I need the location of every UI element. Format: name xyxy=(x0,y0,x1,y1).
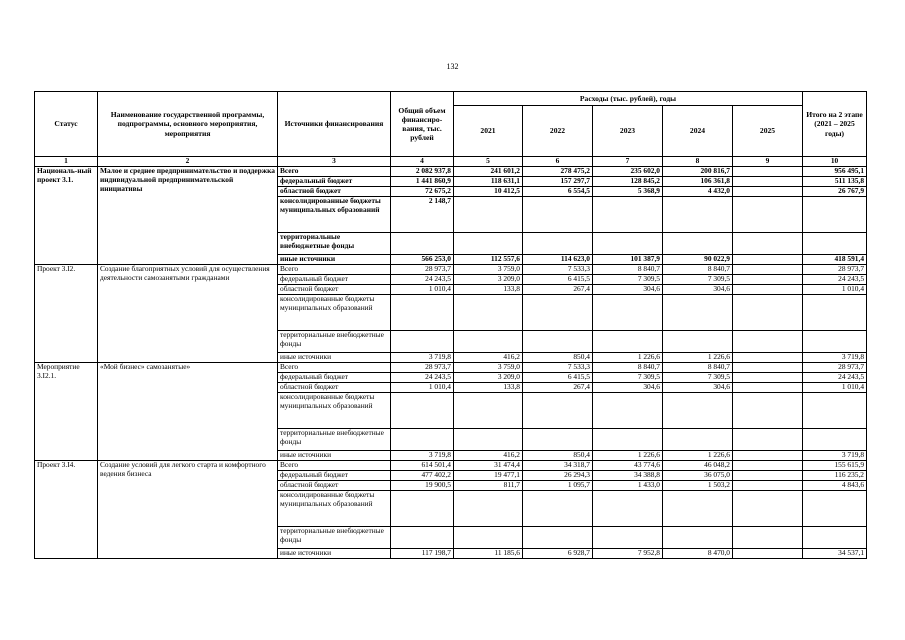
row-total xyxy=(391,233,454,255)
header-year-2024: 2024 xyxy=(663,106,733,157)
row-2024: 8 840,7 xyxy=(663,265,733,275)
row-stage-total: 3 719,8 xyxy=(803,451,867,461)
row-funding-source: областной бюджет xyxy=(278,285,391,295)
row-stage-total xyxy=(803,295,867,331)
row-total: 2 082 937,8 xyxy=(391,167,454,177)
row-2022: 278 475,2 xyxy=(523,167,593,177)
row-stage-total: 34 537,1 xyxy=(803,549,867,559)
row-2023 xyxy=(593,393,663,429)
row-2022 xyxy=(523,527,593,549)
table-body xyxy=(35,167,867,559)
row-2024 xyxy=(663,331,733,353)
row-stage-total xyxy=(803,197,867,233)
row-stage-total: 28 973,7 xyxy=(803,265,867,275)
page-number: 132 xyxy=(446,62,459,71)
row-2023: 304,6 xyxy=(593,285,663,295)
row-2022 xyxy=(523,393,593,429)
table-row xyxy=(35,265,867,275)
header-sources: Источники финансирования xyxy=(278,92,391,157)
header-name: Наименование государственной программы, подпрограммы, основного мероприятия, мероприятия xyxy=(98,92,278,157)
row-2023 xyxy=(593,527,663,549)
row-2021 xyxy=(454,491,523,527)
row-status: Проект 3.I4. xyxy=(35,461,98,559)
row-total: 614 501,4 xyxy=(391,461,454,471)
row-stage-total: 26 767,9 xyxy=(803,187,867,197)
row-stage-total: 116 235,2 xyxy=(803,471,867,481)
table-row xyxy=(35,461,867,471)
row-2022: 34 318,7 xyxy=(523,461,593,471)
header-year-2025: 2025 xyxy=(733,106,803,157)
row-2025 xyxy=(733,167,803,177)
row-2021: 811,7 xyxy=(454,481,523,491)
row-2024: 1 226,6 xyxy=(663,451,733,461)
row-program-name: «Мой бизнес» самозанятые» xyxy=(98,363,278,461)
row-stage-total: 956 495,1 xyxy=(803,167,867,177)
row-2021 xyxy=(454,393,523,429)
row-2023: 1 226,6 xyxy=(593,353,663,363)
row-2022 xyxy=(523,331,593,353)
row-funding-source: иные источники xyxy=(278,549,391,559)
row-2021: 3 209,0 xyxy=(454,373,523,383)
row-2023: 304,6 xyxy=(593,383,663,393)
row-2023: 7 309,5 xyxy=(593,275,663,285)
row-stage-total: 28 973,7 xyxy=(803,363,867,373)
row-2024: 304,6 xyxy=(663,285,733,295)
row-total: 19 900,5 xyxy=(391,481,454,491)
row-status: Мероприятие 3.I2.1. xyxy=(35,363,98,461)
row-funding-source: областной бюджет xyxy=(278,383,391,393)
row-2025 xyxy=(733,527,803,549)
row-funding-source: территориальные внебюджетные фонды xyxy=(278,527,391,549)
row-2025 xyxy=(733,353,803,363)
row-stage-total xyxy=(803,491,867,527)
row-total: 24 243,5 xyxy=(391,373,454,383)
row-2024: 90 022,9 xyxy=(663,255,733,265)
row-2023: 1 226,6 xyxy=(593,451,663,461)
row-funding-source: консолидированные бюджеты муниципальных образований xyxy=(278,295,391,331)
row-2025 xyxy=(733,549,803,559)
row-2025 xyxy=(733,187,803,197)
row-total: 566 253,0 xyxy=(391,255,454,265)
column-number: 3 xyxy=(278,157,391,167)
row-2022 xyxy=(523,295,593,331)
row-2023: 34 388,8 xyxy=(593,471,663,481)
row-funding-source: иные источники xyxy=(278,451,391,461)
row-2024: 304,6 xyxy=(663,383,733,393)
row-2022: 267,4 xyxy=(523,285,593,295)
row-funding-source: федеральный бюджет xyxy=(278,275,391,285)
row-2021: 118 631,1 xyxy=(454,177,523,187)
row-program-name: Создание условий для легкого старта и комфортного ведения бизнеса xyxy=(98,461,278,559)
row-2025 xyxy=(733,481,803,491)
column-number: 4 xyxy=(391,157,454,167)
row-2024: 7 309,5 xyxy=(663,275,733,285)
row-2022 xyxy=(523,491,593,527)
row-funding-source: территориальные внебюджетные фонды xyxy=(278,233,391,255)
row-total xyxy=(391,393,454,429)
row-total xyxy=(391,491,454,527)
row-2021: 10 412,5 xyxy=(454,187,523,197)
column-number: 2 xyxy=(98,157,278,167)
row-funding-source: федеральный бюджет xyxy=(278,373,391,383)
row-funding-source: консолидированные бюджеты муниципальных образований xyxy=(278,393,391,429)
row-stage-total xyxy=(803,527,867,549)
row-2025 xyxy=(733,471,803,481)
row-2021: 11 185,6 xyxy=(454,549,523,559)
row-stage-total: 511 135,8 xyxy=(803,177,867,187)
row-funding-source: Всего xyxy=(278,167,391,177)
row-stage-total xyxy=(803,331,867,353)
header-stage-total: Итого на 2 этапе (2021 – 2025 годы) xyxy=(803,92,867,157)
row-2024 xyxy=(663,429,733,451)
row-2022: 1 095,7 xyxy=(523,481,593,491)
row-2021 xyxy=(454,331,523,353)
row-2025 xyxy=(733,331,803,353)
row-funding-source: иные источники xyxy=(278,353,391,363)
row-2021: 133,8 xyxy=(454,383,523,393)
row-2023 xyxy=(593,197,663,233)
column-number: 6 xyxy=(523,157,593,167)
row-2021: 3 209,0 xyxy=(454,275,523,285)
row-funding-source: консолидированные бюджеты муниципальных образований xyxy=(278,491,391,527)
row-2024: 200 816,7 xyxy=(663,167,733,177)
row-program-name: Создание благоприятных условий для осуществления деятельности самозанятыми гражданами xyxy=(98,265,278,363)
row-total xyxy=(391,295,454,331)
row-2023: 1 433,0 xyxy=(593,481,663,491)
row-2023 xyxy=(593,491,663,527)
row-total: 1 010,4 xyxy=(391,383,454,393)
row-2024: 8 470,0 xyxy=(663,549,733,559)
row-2021 xyxy=(454,295,523,331)
row-2024: 36 075,0 xyxy=(663,471,733,481)
column-number: 8 xyxy=(663,157,733,167)
row-2022 xyxy=(523,429,593,451)
row-stage-total xyxy=(803,393,867,429)
row-2025 xyxy=(733,451,803,461)
table-row xyxy=(35,363,867,373)
row-2025 xyxy=(733,373,803,383)
row-2025 xyxy=(733,295,803,331)
row-funding-source: областной бюджет xyxy=(278,481,391,491)
row-2025 xyxy=(733,233,803,255)
row-2021: 19 477,1 xyxy=(454,471,523,481)
row-status: Проект 3.I2. xyxy=(35,265,98,363)
row-2025 xyxy=(733,197,803,233)
row-2023 xyxy=(593,429,663,451)
row-2021 xyxy=(454,197,523,233)
row-total: 72 675,2 xyxy=(391,187,454,197)
row-stage-total: 1 010,4 xyxy=(803,285,867,295)
row-stage-total: 4 843,6 xyxy=(803,481,867,491)
row-2022: 6 554,5 xyxy=(523,187,593,197)
row-2023: 128 845,2 xyxy=(593,177,663,187)
row-stage-total: 418 591,4 xyxy=(803,255,867,265)
row-2022: 114 623,0 xyxy=(523,255,593,265)
row-2025 xyxy=(733,265,803,275)
header-year-2021: 2021 xyxy=(454,106,523,157)
row-funding-source: областной бюджет xyxy=(278,187,391,197)
row-2024 xyxy=(663,233,733,255)
table-row xyxy=(35,167,867,177)
row-2023 xyxy=(593,295,663,331)
row-total: 3 719,8 xyxy=(391,451,454,461)
row-2024: 8 840,7 xyxy=(663,363,733,373)
row-2025 xyxy=(733,393,803,429)
row-2022: 6 928,7 xyxy=(523,549,593,559)
row-funding-source: федеральный бюджет xyxy=(278,177,391,187)
row-2023: 5 368,9 xyxy=(593,187,663,197)
column-number: 10 xyxy=(803,157,867,167)
row-status: Националь-ный проект 3.1. xyxy=(35,167,98,265)
row-2023 xyxy=(593,331,663,353)
row-2021: 416,2 xyxy=(454,451,523,461)
row-2025 xyxy=(733,177,803,187)
row-total: 24 243,5 xyxy=(391,275,454,285)
row-2025 xyxy=(733,383,803,393)
row-2025 xyxy=(733,275,803,285)
row-total: 1 441 860,9 xyxy=(391,177,454,187)
row-2021: 112 557,6 xyxy=(454,255,523,265)
row-2024 xyxy=(663,491,733,527)
row-2022 xyxy=(523,233,593,255)
row-2022: 157 297,7 xyxy=(523,177,593,187)
header-year-2022: 2022 xyxy=(523,106,593,157)
row-2025 xyxy=(733,429,803,451)
row-funding-source: Всего xyxy=(278,461,391,471)
column-number: 5 xyxy=(454,157,523,167)
row-total: 2 148,7 xyxy=(391,197,454,233)
row-2022: 850,4 xyxy=(523,353,593,363)
row-2021: 3 759,0 xyxy=(454,265,523,275)
row-2021: 133,8 xyxy=(454,285,523,295)
funding-table xyxy=(34,91,867,559)
row-2024: 1 226,6 xyxy=(663,353,733,363)
row-2022: 6 415,5 xyxy=(523,373,593,383)
row-2023: 7 309,5 xyxy=(593,373,663,383)
row-2024 xyxy=(663,295,733,331)
row-stage-total xyxy=(803,429,867,451)
row-2021 xyxy=(454,527,523,549)
column-number: 9 xyxy=(733,157,803,167)
row-total xyxy=(391,331,454,353)
row-2022: 26 294,3 xyxy=(523,471,593,481)
row-total: 28 973,7 xyxy=(391,265,454,275)
row-total xyxy=(391,429,454,451)
row-2021 xyxy=(454,429,523,451)
row-2023: 235 602,0 xyxy=(593,167,663,177)
row-2024: 106 361,8 xyxy=(663,177,733,187)
row-2025 xyxy=(733,491,803,527)
row-2022: 267,4 xyxy=(523,383,593,393)
header-expenses: Расходы (тыс. рублей), годы xyxy=(454,92,803,106)
header-status: Статус xyxy=(35,92,98,157)
row-funding-source: территориальные внебюджетные фонды xyxy=(278,331,391,353)
row-total: 1 010,4 xyxy=(391,285,454,295)
row-total: 28 973,7 xyxy=(391,363,454,373)
row-2025 xyxy=(733,363,803,373)
row-2022: 7 533,3 xyxy=(523,363,593,373)
row-2023: 8 840,7 xyxy=(593,363,663,373)
row-2024: 4 432,0 xyxy=(663,187,733,197)
row-funding-source: Всего xyxy=(278,363,391,373)
row-funding-source: Всего xyxy=(278,265,391,275)
row-total: 477 402,2 xyxy=(391,471,454,481)
column-number: 1 xyxy=(35,157,98,167)
row-stage-total: 24 243,5 xyxy=(803,275,867,285)
row-2025 xyxy=(733,255,803,265)
row-total: 117 198,7 xyxy=(391,549,454,559)
row-2021: 416,2 xyxy=(454,353,523,363)
row-2023: 101 387,9 xyxy=(593,255,663,265)
row-2025 xyxy=(733,461,803,471)
row-funding-source: иные источники xyxy=(278,255,391,265)
row-total xyxy=(391,527,454,549)
row-stage-total: 1 010,4 xyxy=(803,383,867,393)
row-stage-total: 155 615,9 xyxy=(803,461,867,471)
header-total: Общий объем финансиро-вания, тыс. рублей xyxy=(391,92,454,157)
row-funding-source: территориальные внебюджетные фонды xyxy=(278,429,391,451)
row-2024: 46 048,2 xyxy=(663,461,733,471)
row-stage-total xyxy=(803,233,867,255)
row-2022: 7 533,3 xyxy=(523,265,593,275)
row-2021: 3 759,0 xyxy=(454,363,523,373)
row-2024 xyxy=(663,527,733,549)
column-numbers-row xyxy=(35,157,867,167)
row-2025 xyxy=(733,285,803,295)
row-2021: 241 601,2 xyxy=(454,167,523,177)
row-2023: 7 952,8 xyxy=(593,549,663,559)
row-2022: 850,4 xyxy=(523,451,593,461)
row-stage-total: 24 243,5 xyxy=(803,373,867,383)
row-funding-source: консолидированные бюджеты муниципальных образований xyxy=(278,197,391,233)
column-number: 7 xyxy=(593,157,663,167)
row-2024: 1 503,2 xyxy=(663,481,733,491)
row-2024: 7 309,5 xyxy=(663,373,733,383)
row-2022 xyxy=(523,197,593,233)
row-funding-source: федеральный бюджет xyxy=(278,471,391,481)
header-year-2023: 2023 xyxy=(593,106,663,157)
row-2022: 6 415,5 xyxy=(523,275,593,285)
row-2024 xyxy=(663,197,733,233)
row-2023: 43 774,6 xyxy=(593,461,663,471)
row-2023 xyxy=(593,233,663,255)
row-total: 3 719,8 xyxy=(391,353,454,363)
row-2023: 8 840,7 xyxy=(593,265,663,275)
row-program-name: Малое и среднее предпринимательство и поддержка индивидуальной предпринимательской инициативы xyxy=(98,167,278,265)
row-2021 xyxy=(454,233,523,255)
row-2024 xyxy=(663,393,733,429)
row-2021: 31 474,4 xyxy=(454,461,523,471)
row-stage-total: 3 719,8 xyxy=(803,353,867,363)
